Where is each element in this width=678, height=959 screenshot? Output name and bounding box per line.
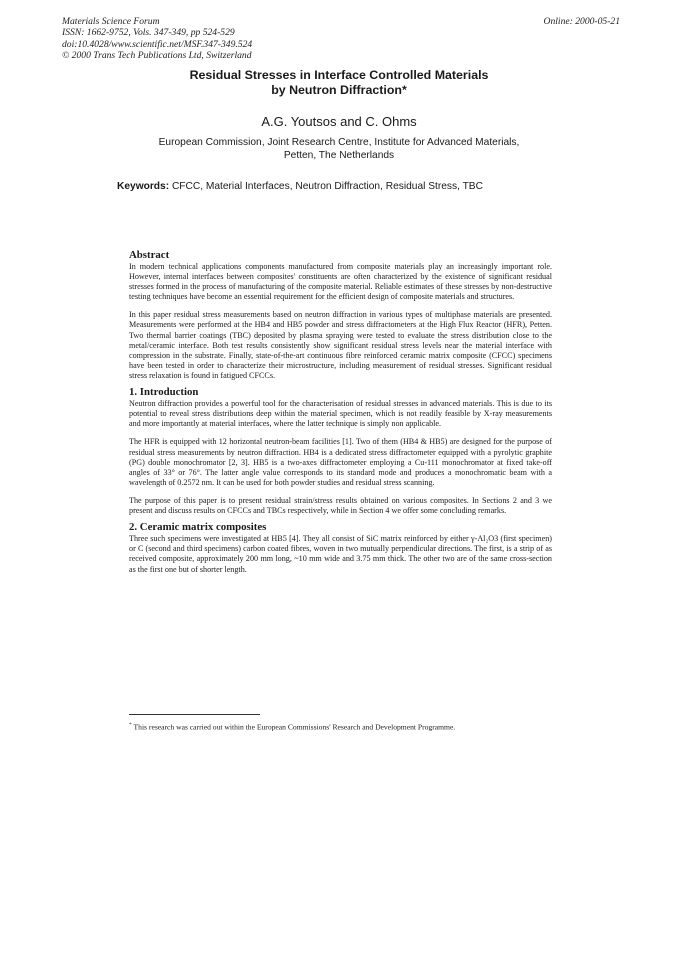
journal-header xyxy=(62,16,362,62)
intro-paragraph-1: Neutron diffraction provides a powerful tool for the characterisation of residual stresses in advanced materials. This is due to its potential to reveal stress distributions deep within the material specimen, which is not readily feasible by X-ray measurements and more importantly at material interfaces, where the latter technique is simply non applicable. xyxy=(129,398,552,429)
authors: A.G. Youtsos and C. Ohms xyxy=(261,114,417,129)
section-2-paragraph-1: Three such specimens were investigated at HB5 [4]. They all consist of SiC matrix reinforced by either γ-Al₂O3 (first specimen) or C (second and third specimens) carbon coated fibres, woven in two mutually perpendicular directions. The first, is a strip of as received composite, approximately 200 mm long, ~10 mm wide and 3.75 mm thick. The other two are of the same cross-section as the first one but of shorter length. xyxy=(129,534,552,574)
online-date: Online: 2000-05-21 xyxy=(543,16,620,27)
affiliation-line-1: European Commission, Joint Research Centre, Institute for Advanced Materials, xyxy=(158,137,520,148)
abstract-heading: Abstract xyxy=(129,249,170,261)
keywords-label: Keywords: xyxy=(117,181,170,192)
doi-line: doi:10.4028/www.scientific.net/MSF.347-349.524 xyxy=(62,38,253,50)
title-line-2: by Neutron Diffraction* xyxy=(271,83,407,97)
paper-title xyxy=(100,68,578,98)
footnote-marker: * xyxy=(129,722,132,728)
journal-name: Materials Science Forum xyxy=(62,16,160,27)
abstract-paragraph-2: In this paper residual stress measurements based on neutron diffraction in various types of multiphase materials are presented. Measurements were performed at the HB4 and HB5 powder and stress diffractometers at the High Flux Reactor (HFR), Petten. Two thermal barrier coatings (TBC) deposited by plasma spraying were tested to evaluate the stress distribution close to the metal/ceramic interface. Both test results consistently show significant residual stress levels near the material interface with compression in the substrate. Finally, state-of-the-art continuous fibre reinforced ceramic matrix composite (CFCC) specimens have been tested in order to characterize their microstructure, including measurement of residual stresses. Significant residual stress relaxation is found in fatigued CFCCs. xyxy=(129,310,552,381)
abstract-paragraph-1: In modern technical applications components manufactured from composite materials play an increasingly important role. However, internal interfaces between composites' constituents are often characterized by the existence of significant residual stresses formed in the process of manufacturing of the composite material. Reliable estimates of these stresses by non-destructive testing techniques have become an essential requirement for the efficient design of composite materials and structures. xyxy=(129,261,552,302)
introduction-heading: 1. Introduction xyxy=(129,386,199,399)
footnote xyxy=(129,721,569,732)
main-body xyxy=(129,249,552,575)
title-line-1: Residual Stresses in Interface Controlled Materials xyxy=(189,68,489,82)
copyright-line: © 2000 Trans Tech Publications Ltd, Switzerland xyxy=(62,50,252,62)
footnote-text: This research was carried out within the European Commissions' Research and Development Programme. xyxy=(133,722,456,732)
keywords-text: CFCC, Material Interfaces, Neutron Diffraction, Residual Stress, TBC xyxy=(171,181,483,192)
affiliation-line-2: Petten, The Netherlands xyxy=(283,149,395,161)
footnote-divider xyxy=(129,714,260,715)
intro-paragraph-2: The HFR is equipped with 12 horizontal neutron-beam facilities [1]. Two of them (HB4 & HB5) are designed for the purpose of residual stress measurements by neutron diffraction. HB4 is a dedicated stress diffractometer equipped with a pyrolytic graphite (PG) double monochromator [2, 3]. HB5 is a two-axes diffractometer employing a Cu-111 monochromator at fixed take-off angles of 33° or 76°. The latter angle value corresponds to its standard mode and produces a monochromatic beam with a wavelength of 0.2572 nm. It can be used for both powder studies and residual stress scanning. xyxy=(129,437,552,487)
issn-line: ISSN: 1662-9752, Vols. 347-349, pp 524-529 xyxy=(62,27,235,39)
keywords xyxy=(117,181,577,192)
affiliation xyxy=(120,137,558,162)
intro-paragraph-3: The purpose of this paper is to present residual strain/stress results obtained on various composites. In Sections 2 and 3 we present and discuss results on CFCCs and TBCs respectively, while in Section 4 we offer some concluding remarks. xyxy=(129,496,552,516)
section-2-heading: 2. Ceramic matrix composites xyxy=(129,521,267,534)
